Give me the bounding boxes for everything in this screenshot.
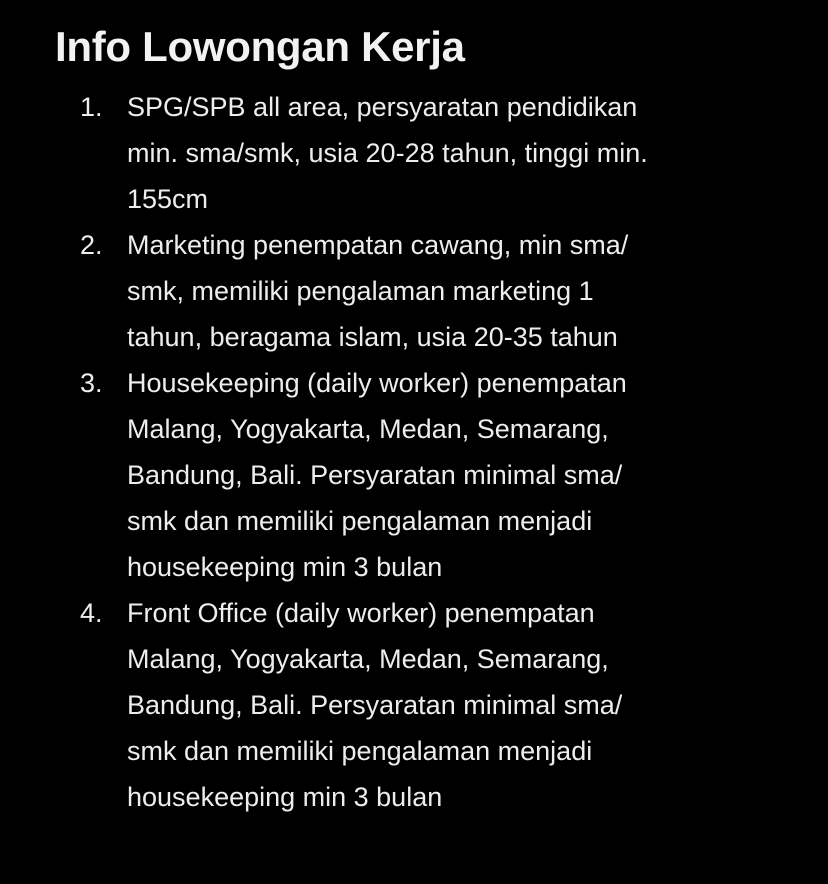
list-item-number: 1. (80, 92, 103, 122)
list-item-line[interactable]: 155cm (127, 184, 209, 214)
list-item (80, 222, 780, 360)
list-item-line[interactable]: Housekeeping (daily worker) penempatan (127, 368, 627, 398)
list-item-line[interactable]: Front Office (daily worker) penempatan (127, 598, 595, 628)
list-item-line[interactable]: Bandung, Bali. Persyaratan minimal sma/ (127, 460, 623, 490)
list-item-line[interactable]: Bandung, Bali. Persyaratan minimal sma/ (127, 690, 623, 720)
list-item (80, 84, 780, 222)
list-item-line[interactable]: min. sma/smk, usia 20-28 tahun, tinggi min. (127, 138, 648, 168)
list-item-line[interactable]: smk, memiliki pengalaman marketing 1 (127, 276, 594, 306)
list-item-number: 4. (80, 598, 103, 628)
note-title[interactable]: Info Lowongan Kerja (55, 23, 465, 70)
list-item-line[interactable]: tahun, beragama islam, usia 20-35 tahun (127, 322, 618, 352)
list-item-line[interactable]: Malang, Yogyakarta, Medan, Semarang, (127, 414, 609, 444)
list-item (80, 360, 780, 590)
list-item-number: 2. (80, 230, 103, 260)
job-list (80, 84, 780, 820)
list-item (80, 590, 780, 820)
list-item-line[interactable]: Malang, Yogyakarta, Medan, Semarang, (127, 644, 609, 674)
list-item-line[interactable]: housekeeping min 3 bulan (127, 552, 443, 582)
list-item-line[interactable]: smk dan memiliki pengalaman menjadi (127, 506, 593, 536)
list-item-number: 3. (80, 368, 103, 398)
list-item-line[interactable]: housekeeping min 3 bulan (127, 782, 443, 812)
list-item-line[interactable]: SPG/SPB all area, persyaratan pendidikan (127, 92, 638, 122)
list-item-line[interactable]: Marketing penempatan cawang, min sma/ (127, 230, 629, 260)
list-item-line[interactable]: smk dan memiliki pengalaman menjadi (127, 736, 593, 766)
